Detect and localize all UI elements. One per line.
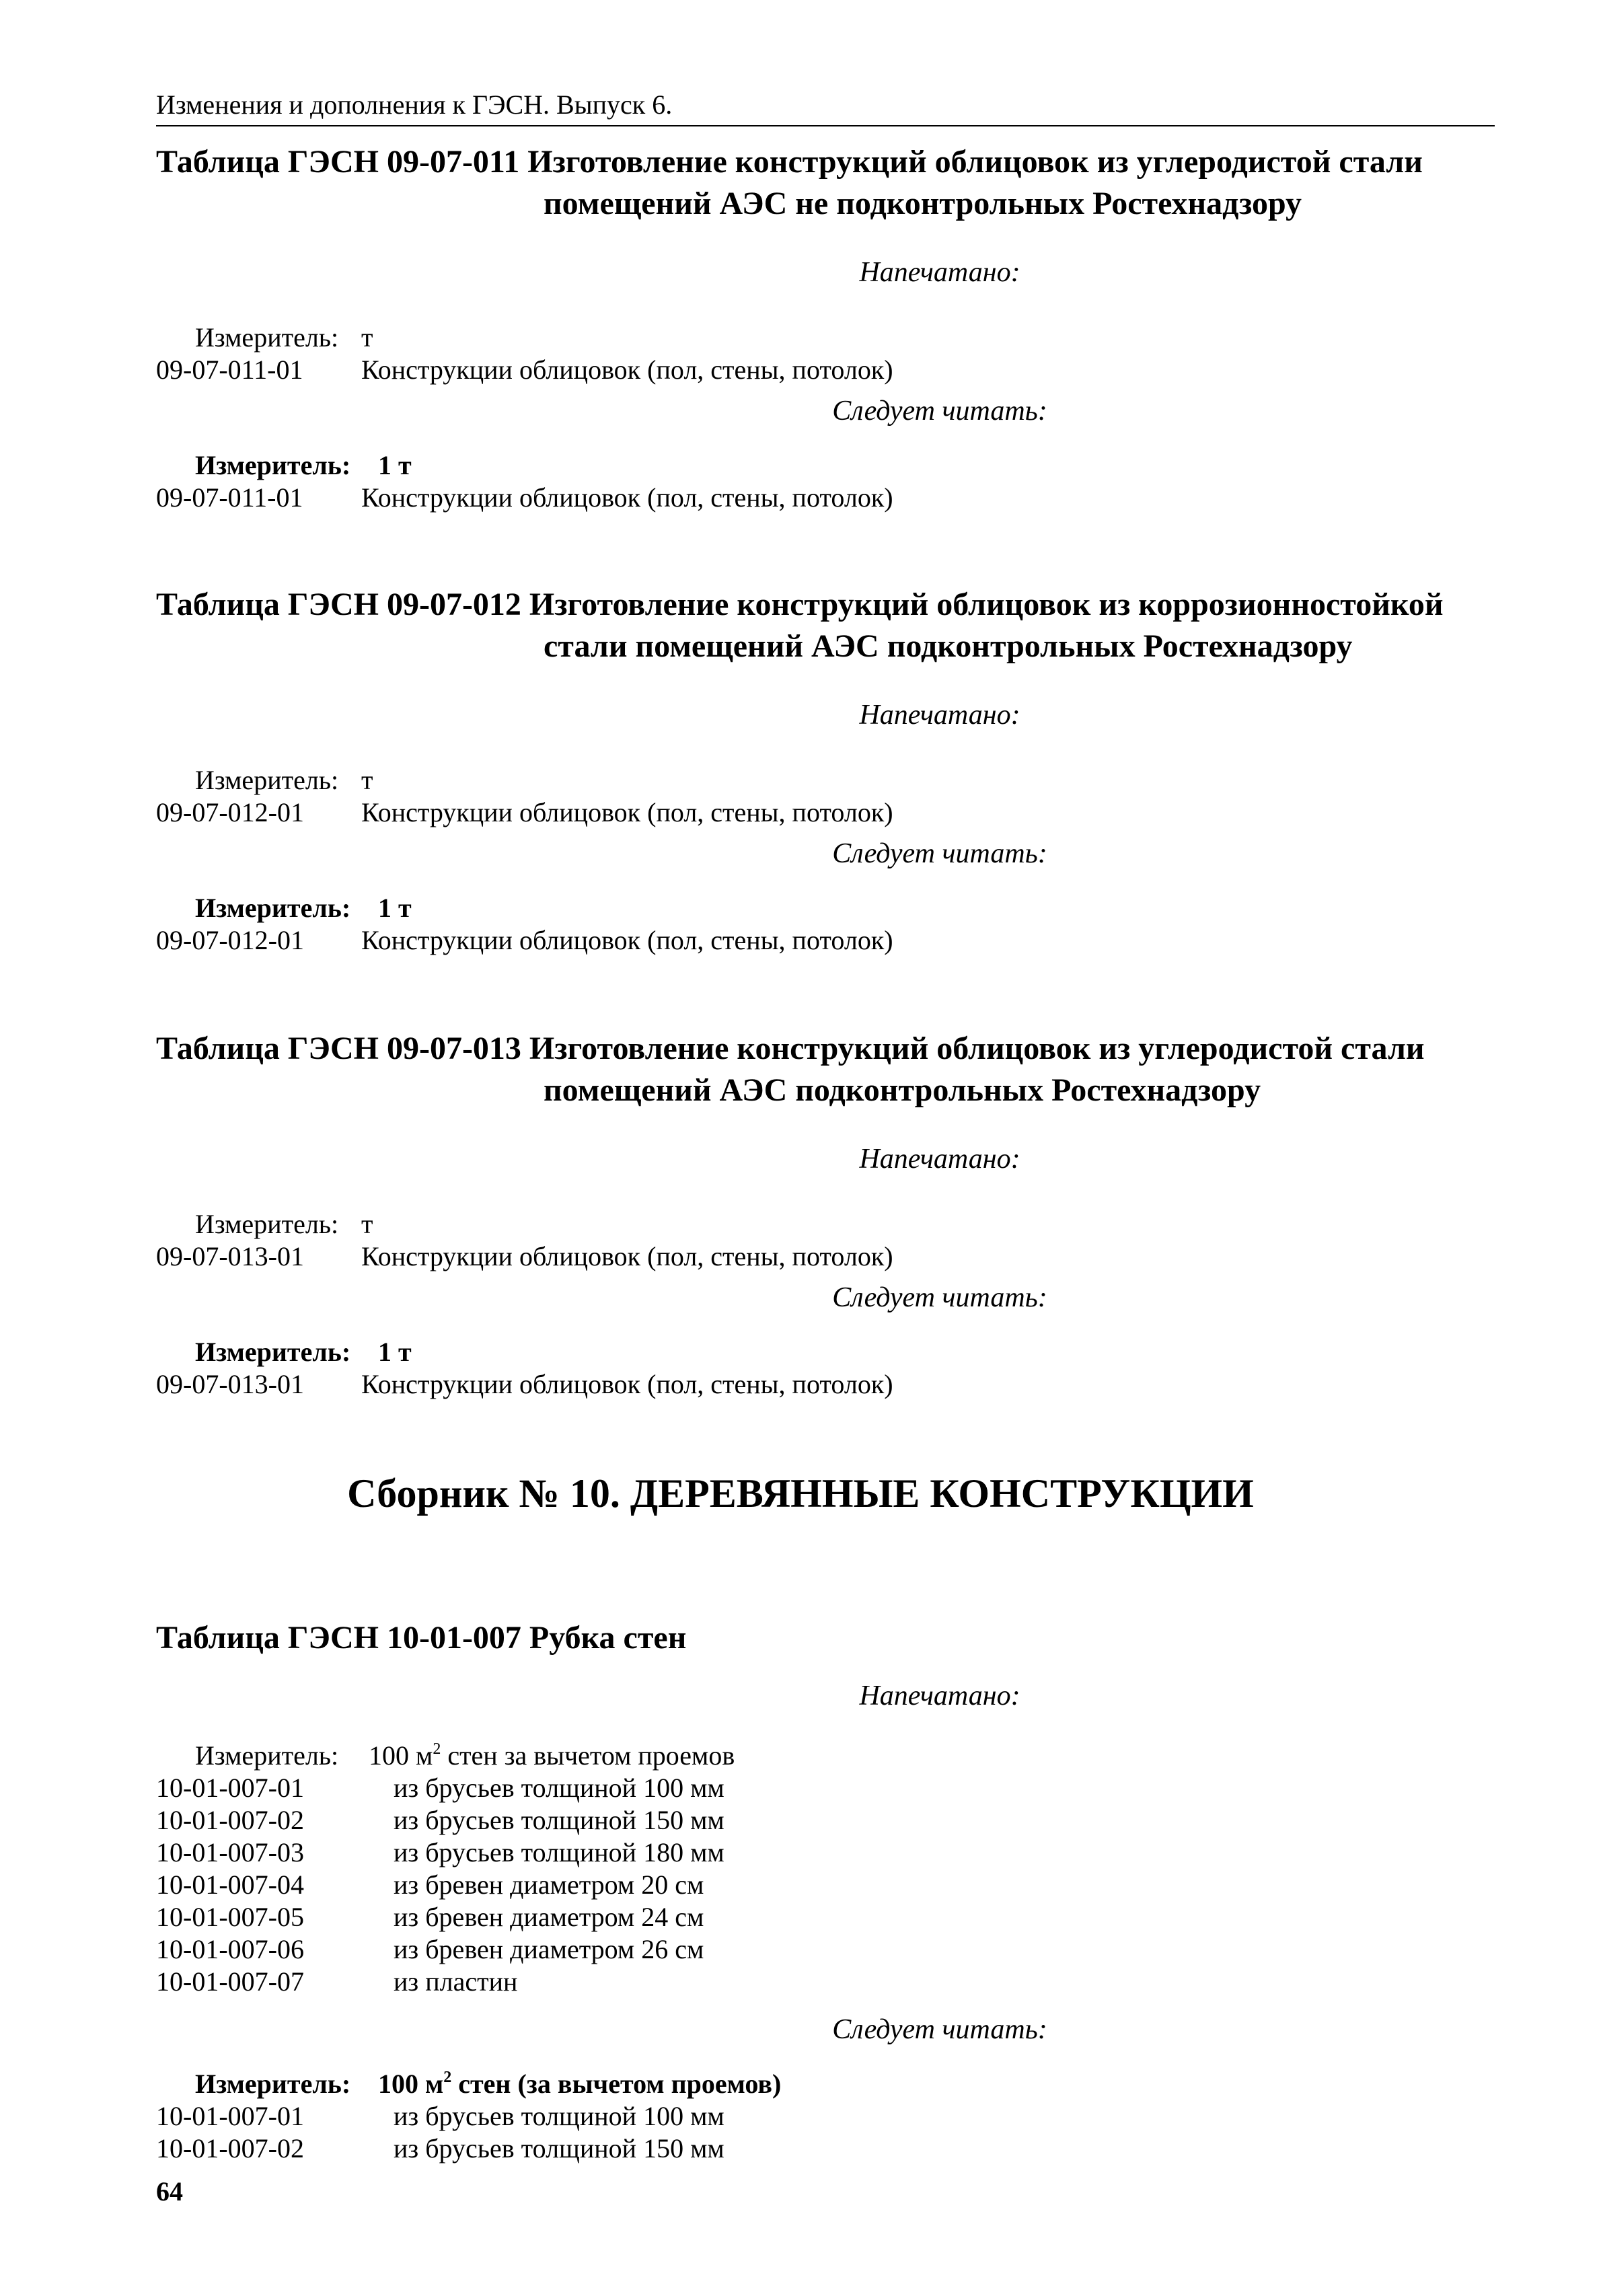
measure-value: 1 т (378, 893, 412, 923)
printed-label: Напечатано: (859, 1144, 1020, 1175)
row-code: 10-01-007-07 (156, 1966, 304, 1997)
printed-label: Напечатано: (859, 700, 1020, 731)
table-title: Таблица ГЭСН 09-07-011 Изготовление конструкций облицовок из углеродистой стали помещений АЭС не подконтрольных Ростехнадзору (156, 144, 1423, 221)
row-code: 10-01-007-04 (156, 1869, 304, 1900)
table-title: Таблица ГЭСН 10-01-007 Рубка стен (156, 1620, 687, 1656)
measure-label: Измеритель: (195, 765, 339, 795)
row-code: 10-01-007-01 (156, 2101, 304, 2131)
row-code: 09-07-013-01 (156, 1241, 304, 1271)
row-text: Конструкции облицовок (пол, стены, потолок) (361, 482, 893, 513)
measure-line (156, 1339, 1501, 1371)
row-text: из бревен диаметром 20 см (394, 1869, 704, 1900)
row-code: 10-01-007-05 (156, 1902, 304, 1932)
measure-label: Измеритель: (195, 2069, 351, 2099)
row-code: 09-07-013-01 (156, 1369, 304, 1399)
row-code: 10-01-007-02 (156, 1805, 304, 1835)
table-row (156, 1904, 1501, 1936)
table-row (156, 1936, 1501, 1968)
measure-line (156, 324, 1501, 357)
table-row (156, 1968, 1501, 2001)
header-rule (156, 125, 1495, 126)
measure-value-main: 100 м (378, 2069, 444, 2099)
row-text: из пластин (394, 1966, 518, 1997)
row-text: из бревен диаметром 24 см (394, 1902, 704, 1932)
read-as-label: Следует читать: (832, 396, 1047, 427)
row-code: 09-07-012-01 (156, 925, 304, 955)
table-title: Таблица ГЭСН 09-07-013 Изготовление конструкций облицовок из углеродистой стали помещений АЭС подконтрольных Ростехнадзору (156, 1031, 1425, 1108)
measure-value: 1 т (378, 450, 412, 480)
running-header: Изменения и дополнения к ГЭСН. Выпуск 6. (156, 89, 673, 120)
measure-line (156, 2071, 1501, 2103)
row-text: Конструкции облицовок (пол, стены, потолок) (361, 925, 893, 955)
measure-line (156, 1742, 1501, 1775)
read-as-label: Следует читать: (832, 838, 1047, 869)
row-code: 09-07-011-01 (156, 355, 303, 385)
measure-superscript: 2 (443, 2069, 452, 2086)
table-row (156, 927, 1501, 959)
measure-value: т (361, 765, 373, 795)
read-as-label: Следует читать: (832, 1282, 1047, 1313)
table-row (156, 799, 1501, 831)
table-row (156, 1839, 1501, 1872)
collection-heading: Сборник № 10. ДЕРЕВЯННЫЕ КОНСТРУКЦИИ (347, 1471, 1254, 1516)
measure-value: т (361, 1209, 373, 1239)
table-row (156, 357, 1501, 389)
row-text: Конструкции облицовок (пол, стены, потолок) (361, 797, 893, 827)
row-code: 10-01-007-06 (156, 1934, 304, 1964)
measure-value-rest: стен (за вычетом проемов) (451, 2069, 782, 2099)
measure-value-rest: стен за вычетом проемов (441, 1740, 735, 1771)
table-title: Таблица ГЭСН 09-07-012 Изготовление конструкций облицовок из коррозионностойкой стали помещений АЭС подконтрольных Ростехнадзору (156, 587, 1444, 664)
table-row (156, 1371, 1501, 1403)
row-text: из брусьев толщиной 100 мм (394, 2101, 724, 2131)
measure-label: Измеритель: (195, 1337, 351, 1367)
measure-value (378, 2071, 781, 2098)
row-text: из бревен диаметром 26 см (394, 1934, 704, 1964)
measure-label: Измеритель: (195, 322, 339, 353)
row-code: 10-01-007-01 (156, 1773, 304, 1803)
row-text: Конструкции облицовок (пол, стены, потолок) (361, 1369, 893, 1399)
measure-label: Измеритель: (195, 893, 351, 923)
row-code: 09-07-012-01 (156, 797, 304, 827)
table-row (156, 1775, 1501, 1807)
row-code: 10-01-007-02 (156, 2133, 304, 2163)
table-block-09-07-013 (156, 1028, 1501, 1403)
row-code: 09-07-011-01 (156, 482, 303, 513)
read-as-label: Следует читать: (832, 2014, 1047, 2045)
measure-line (156, 767, 1501, 799)
row-text: Конструкции облицовок (пол, стены, потолок) (361, 355, 893, 385)
printed-label: Напечатано: (859, 1680, 1020, 1711)
table-row (156, 2135, 1501, 2168)
table-row (156, 2103, 1501, 2135)
table-block-09-07-011 (156, 141, 1501, 517)
table-block-10-01-007 (156, 1617, 1501, 2168)
table-row (156, 1243, 1501, 1275)
measure-line (156, 895, 1501, 927)
measure-line (156, 452, 1501, 484)
measure-value: 1 т (378, 1337, 412, 1367)
measure-label: Измеритель: (195, 1209, 339, 1239)
table-row (156, 484, 1501, 517)
measure-line (156, 1211, 1501, 1243)
table-row (156, 1869, 1501, 1904)
table-row (156, 1807, 1501, 1839)
measure-label: Измеритель: (195, 450, 351, 480)
measure-superscript: 2 (433, 1740, 441, 1758)
row-text: Конструкции облицовок (пол, стены, потолок) (361, 1241, 893, 1271)
row-text: из брусьев толщиной 180 мм (394, 1837, 724, 1867)
printed-label: Напечатано: (859, 257, 1020, 288)
row-code: 10-01-007-03 (156, 1837, 304, 1867)
row-text: из брусьев толщиной 150 мм (394, 1805, 724, 1835)
measure-label: Измеритель: (195, 1740, 339, 1771)
measure-value (369, 1742, 735, 1769)
row-text: из брусьев толщиной 100 мм (394, 1773, 724, 1803)
page-number: 64 (156, 2176, 183, 2207)
measure-value-main: 100 м (369, 1740, 433, 1771)
row-text: из брусьев толщиной 150 мм (394, 2133, 724, 2163)
measure-value: т (361, 322, 373, 353)
table-block-09-07-012 (156, 584, 1501, 959)
